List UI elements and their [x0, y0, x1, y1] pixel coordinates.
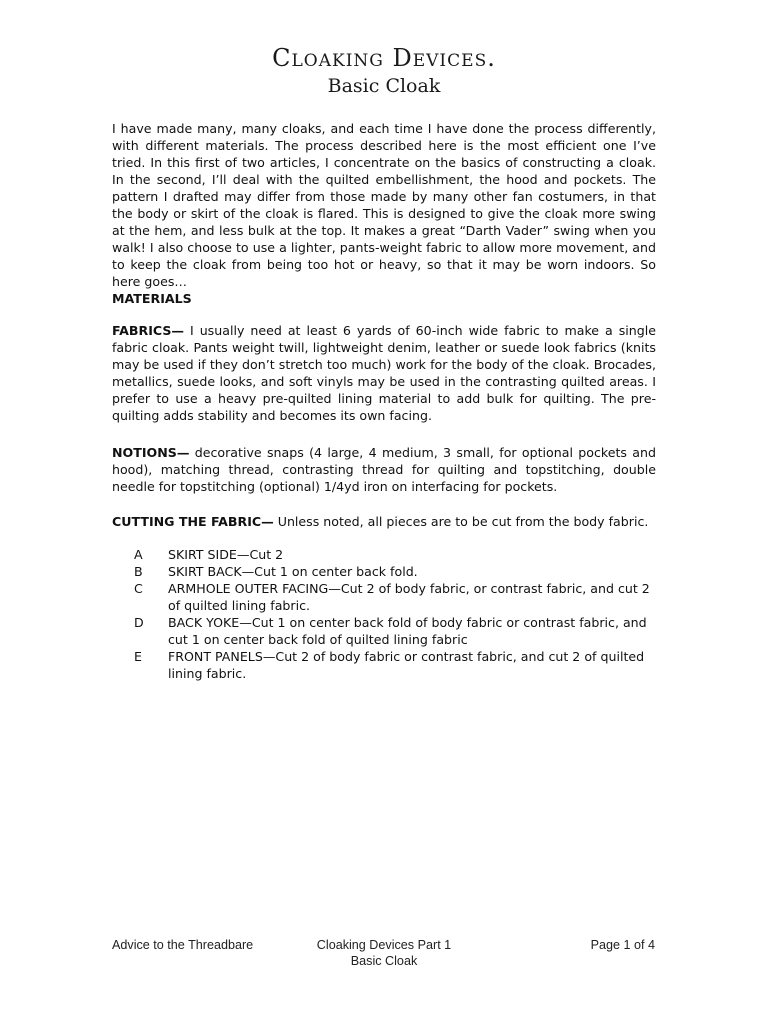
notions-paragraph: [112, 444, 656, 495]
list-item: [112, 546, 656, 563]
footer-page-number: Page 1 of 4: [590, 938, 655, 952]
notions-text: decorative snaps (4 large, 4 medium, 3 small, for optional pockets and hood), matching thread, contrasting thread for quilting and topstitching, double needle for topstitching (optional) 1/4yd iron on interfacing for pockets.: [112, 445, 656, 494]
list-item-text: BACK YOKE—Cut 1 on center back fold of body fabric or contrast fabric, and cut 1 on center back fold of quilted lining fabric: [168, 615, 647, 647]
fabrics-paragraph: [112, 322, 656, 424]
document-subtitle: Basic Cloak: [327, 75, 441, 97]
cutting-paragraph: [112, 513, 656, 530]
cutting-lead: CUTTING THE FABRIC—: [112, 514, 274, 529]
list-item-letter: E: [134, 649, 142, 664]
list-item-text: SKIRT SIDE—Cut 2: [168, 547, 284, 562]
footer-publication: Advice to the Threadbare: [112, 938, 254, 952]
list-item-letter: D: [134, 615, 144, 630]
footer-article-line2: Basic Cloak: [350, 954, 418, 968]
materials-heading: MATERIALS: [112, 291, 192, 306]
list-item-letter: C: [134, 581, 143, 596]
intro-text: I have made many, many cloaks, and each time I have done the process differently, with different materials. The process described here is the most efficient one I’ve tried. In this first of two articles, I concentrate on the basics of constructing a cloak. In the second, I’ll deal with the quilted embellishment, the hood and pockets. The pattern I drafted may differ from those made by many other fan costumers, in that the body or skirt of the cloak is flared. This is designed to give the cloak more swing at the hem, and less bulk at the top. It makes a great “Darth Vader” swing when you walk! I also choose to use a lighter, pants-weight fabric to allow more movement, and to keep the cloak from being too hot or heavy, so that it may be worn indoors. So here goes…: [112, 121, 656, 289]
list-item-text: FRONT PANELS—Cut 2 of body fabric or contrast fabric, and cut 2 of quilted lining fabric.: [168, 649, 645, 681]
intro-paragraph: [112, 120, 656, 290]
notions-lead: NOTIONS—: [112, 445, 190, 460]
document-title: Cloaking Devices.: [272, 44, 496, 72]
list-item: [112, 614, 656, 648]
list-item-text: ARMHOLE OUTER FACING—Cut 2 of body fabric, or contrast fabric, and cut 2 of quilted lining fabric.: [168, 581, 650, 613]
list-item-letter: A: [134, 547, 143, 562]
fabrics-lead: FABRICS—: [112, 323, 185, 338]
footer-article-title: [300, 937, 468, 969]
cutting-text: Unless noted, all pieces are to be cut from the body fabric.: [273, 514, 649, 529]
list-item: [112, 580, 656, 614]
fabrics-text: I usually need at least 6 yards of 60-inch wide fabric to make a single fabric cloak. Pants weight twill, lightweight denim, leather or suede look fabrics (knits may be used if they don’t stretch too much) work for the body of the cloak. Brocades, metallics, suede looks, and soft vinyls may be used in the contrasting quilted areas. I prefer to use a heavy pre-quilted lining material to add bulk for quilting. The pre-quilting adds stability and becomes its own facing.: [112, 323, 656, 423]
list-item-text: SKIRT BACK—Cut 1 on center back fold.: [168, 564, 418, 579]
footer-article-line1: Cloaking Devices Part 1: [316, 938, 452, 952]
list-item: [112, 563, 656, 580]
list-item-letter: B: [134, 564, 143, 579]
list-item: [112, 648, 656, 682]
cut-list: [112, 546, 656, 682]
